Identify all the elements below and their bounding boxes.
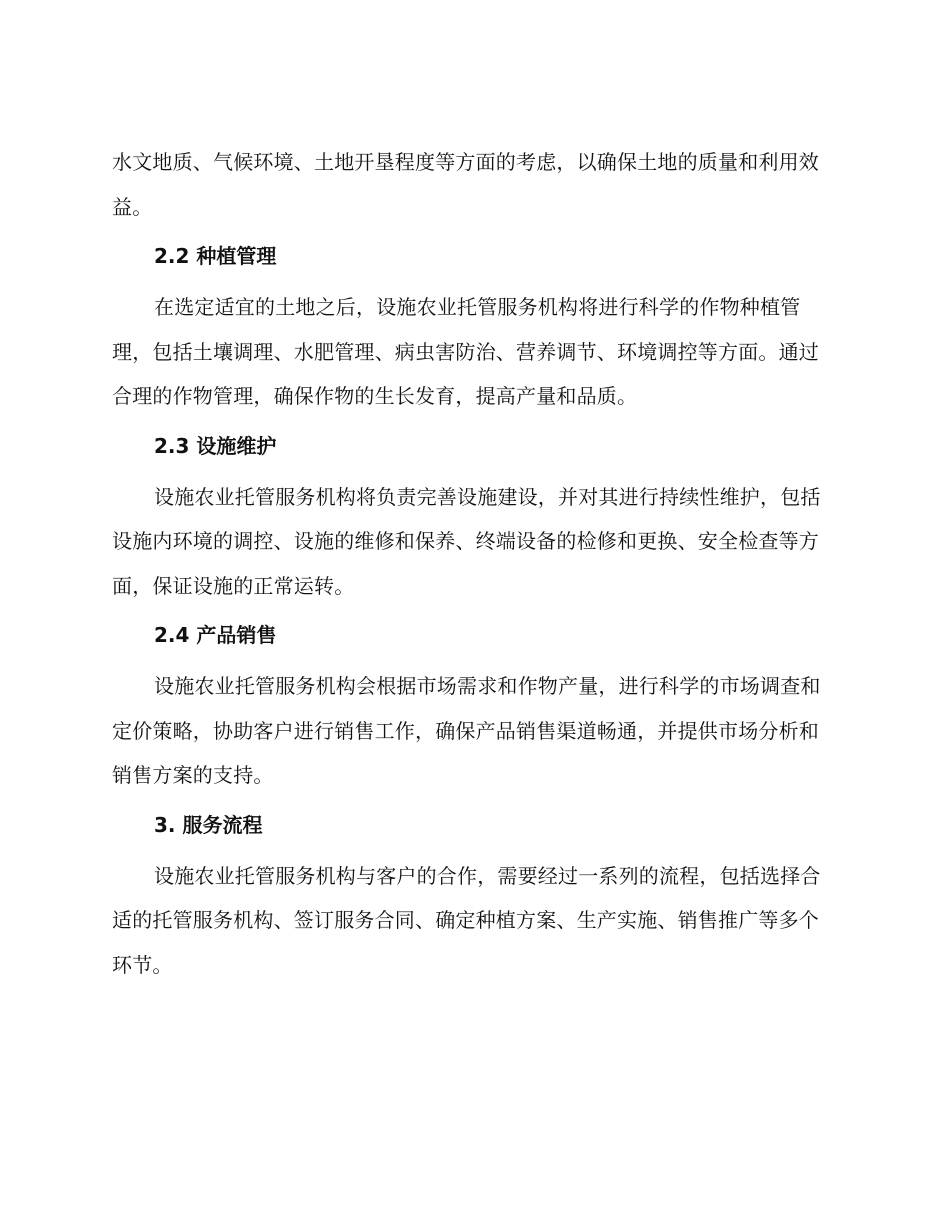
paragraph-facility-maintenance: 设施农业托管服务机构将负责完善设施建设，并对其进行持续性维护，包括设施内环境的调控、设施的维修和保养、终端设备的检修和更换、安全检查等方面，保证设施的正常运转。 xyxy=(112,484,821,598)
paragraph-land-selection-continued: 水文地质、气候环境、土地开垦程度等方面的考虑，以确保土地的质量和利用效益。 xyxy=(112,150,819,219)
section-heading-facility-maintenance: 2.3 设施维护 xyxy=(154,433,277,458)
section-heading-planting-management: 2.2 种植管理 xyxy=(154,244,277,268)
section-heading-product-sales: 2.4 产品销售 xyxy=(154,623,277,647)
paragraph-product-sales: 设施农业托管服务机构会根据市场需求和作物产量，进行科学的市场调查和定价策略，协助客户进行销售工作，确保产品销售渠道畅通，并提供市场分析和销售方案的支持。 xyxy=(112,674,821,787)
document-body xyxy=(112,140,832,987)
paragraph-planting-management: 在选定适宜的土地之后，设施农业托管服务机构将进行科学的作物种植管理，包括土壤调理、水肥管理、病虫害防治、营养调节、环境调控等方面。通过合理的作物管理，确保作物的生长发育，提高产量和品质。 xyxy=(112,295,819,408)
section-heading-service-process: 3. 服务流程 xyxy=(154,812,263,837)
paragraph-service-process: 设施农业托管服务机构与客户的合作，需要经过一系列的流程，包括选择合适的托管服务机构、签订服务合同、确定种植方案、生产实施、销售推广等多个环节。 xyxy=(112,863,821,977)
